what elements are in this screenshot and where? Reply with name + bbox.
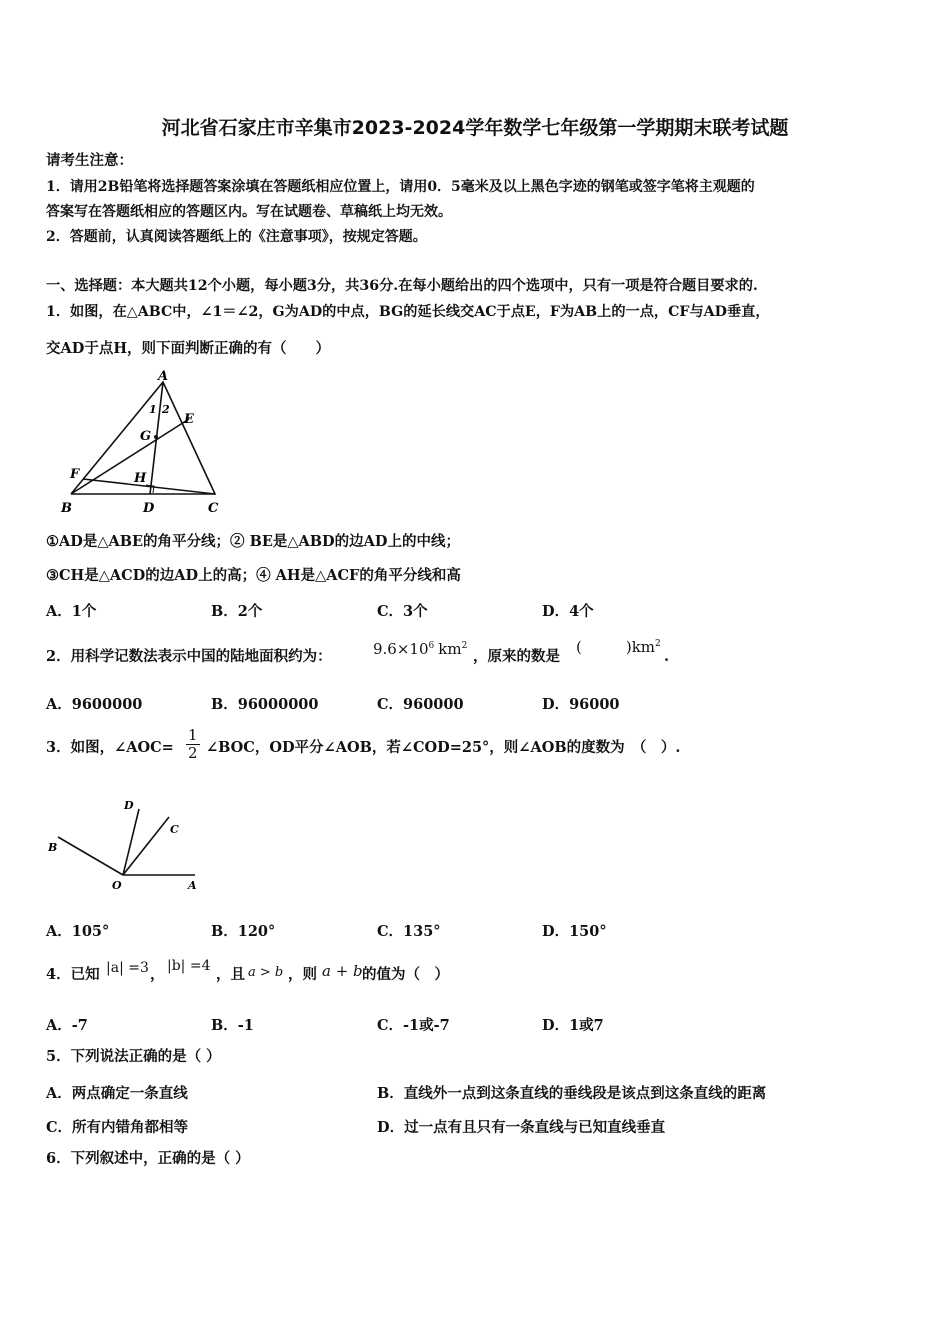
q2-scientific-value: $9.6\times 10^6$ $km^2$ [373, 640, 468, 658]
notice-line-1b: 答案写在答题纸相应的答题区内。写在试题卷、草稿纸上均无效。 [46, 204, 452, 220]
page-title: 河北省石家庄市辛集市2023-2024学年数学七年级第一学期期末联考试题 [161, 117, 789, 139]
q1-label-d: D [143, 501, 155, 516]
q3-option-a: A．105° [46, 923, 110, 940]
q2-stem-end: . [664, 648, 670, 665]
q3-label-a: A [188, 879, 197, 892]
q1-option-c: C．3个 [377, 603, 428, 620]
q2-option-b: B．96000000 [211, 696, 319, 713]
notice-line-1a: 1．请用2B铅笔将选择题答案涂填在答题纸相应位置上，请用0．5毫米及以上黑色字迹的钢笔或签字笔将主观题的 [46, 179, 755, 195]
q4-abs-b: |b| =4 [167, 958, 211, 974]
q1-statement-1: ①AD是△ABE的角平分线；② BE是△ABD的边AD上的中线； [46, 533, 460, 550]
q4-option-c: C．-1或-7 [377, 1017, 450, 1034]
q4-option-b: B．-1 [211, 1017, 254, 1034]
q3-stem-suffix: ∠BOC，OD平分∠AOB，若∠COD=25°，则∠AOB的度数为 （ ）. [206, 739, 681, 756]
q1-option-a: A．1个 [46, 603, 97, 620]
notice-line-2: 2．答题前，认真阅读答题纸上的《注意事项》，按规定答题。 [46, 229, 427, 245]
q4-option-a: A．-7 [46, 1017, 88, 1034]
q5-option-b: B．直线外一点到这条直线的垂线段是该点到这条直线的距离 [377, 1085, 767, 1102]
q3-fraction: $\frac{1}{2}$ [188, 726, 198, 762]
q5-option-d: D．过一点有且只有一条直线与已知直线垂直 [377, 1119, 666, 1136]
q1-segment-cf [83, 479, 215, 494]
q4-stem-prefix: 4．已知 [46, 966, 100, 983]
q5-option-a: A．两点确定一条直线 [46, 1085, 188, 1102]
q1-label-angle-1: 1 [149, 403, 157, 416]
q3-angle-figure [44, 795, 204, 895]
q4-stem-suffix: 的值为（ ） [362, 966, 449, 983]
q1-label-g: G [140, 429, 152, 444]
q3-label-b: B [48, 841, 58, 854]
q2-stem-middle: ，原来的数是 [473, 648, 560, 665]
q1-segment-be [71, 419, 189, 494]
q2-option-a: A．9600000 [46, 696, 143, 713]
q1-label-e: E [184, 412, 194, 427]
q4-sep-1: ， [150, 966, 165, 983]
q1-stem-line-2: 交AD于点H，则下面判断正确的有（ ） [46, 340, 331, 357]
q3-ray-ob [58, 837, 123, 875]
q2-option-d: D．96000 [542, 696, 620, 713]
q3-label-d: D [124, 799, 134, 812]
q1-stem-line-1: 1．如图，在△ABC中，∠1＝∠2，G为AD的中点，BG的延长线交AC于点E，F为AB上的一点，CF与AD垂直， [46, 304, 770, 320]
q4-stem-mid: ，则 [288, 966, 317, 983]
q1-label-c: C [208, 501, 219, 516]
q2-answer-blank: ( )$km^2$ [576, 638, 661, 656]
q1-option-d: D．4个 [542, 603, 594, 620]
q4-condition: a > b [248, 965, 284, 980]
q4-sep-2: ，且 [216, 966, 245, 983]
q1-label-f: F [70, 467, 80, 482]
q1-label-h: H [134, 471, 147, 486]
q1-label-a: A [158, 369, 169, 384]
q3-stem-prefix: 3．如图，∠AOC= [46, 739, 174, 756]
q4-expression: a + b [322, 962, 363, 980]
q4-abs-a: |a| =3 [106, 960, 149, 976]
q3-option-b: B．120° [211, 923, 276, 940]
section-heading: 一、选择题：本大题共12个小题，每小题3分，共36分.在每小题给出的四个选项中，只有一项是符合题目要求的. [46, 278, 758, 294]
q1-triangle-figure [58, 366, 228, 516]
q6-stem: 6．下列叙述中，正确的是（ ） [46, 1150, 250, 1167]
q5-option-c: C．所有内错角都相等 [46, 1119, 189, 1136]
notice-heading: 请考生注意： [46, 152, 133, 169]
q1-label-b: B [61, 501, 72, 516]
q1-statement-2: ③CH是△ACD的边AD上的高；④ AH是△ACF的角平分线和高 [46, 567, 461, 584]
q1-option-b: B．2个 [211, 603, 263, 620]
q2-option-c: C．960000 [377, 696, 464, 713]
q2-stem-prefix: 2．用科学记数法表示中国的陆地面积约为： [46, 648, 332, 665]
q1-label-angle-2: 2 [162, 403, 170, 416]
q4-option-d: D．1或7 [542, 1017, 604, 1034]
q3-label-o: O [112, 879, 122, 892]
q3-label-c: C [170, 823, 179, 836]
q5-stem: 5．下列说法正确的是（ ） [46, 1048, 221, 1065]
q3-option-d: D．150° [542, 923, 607, 940]
q3-option-c: C．135° [377, 923, 441, 940]
